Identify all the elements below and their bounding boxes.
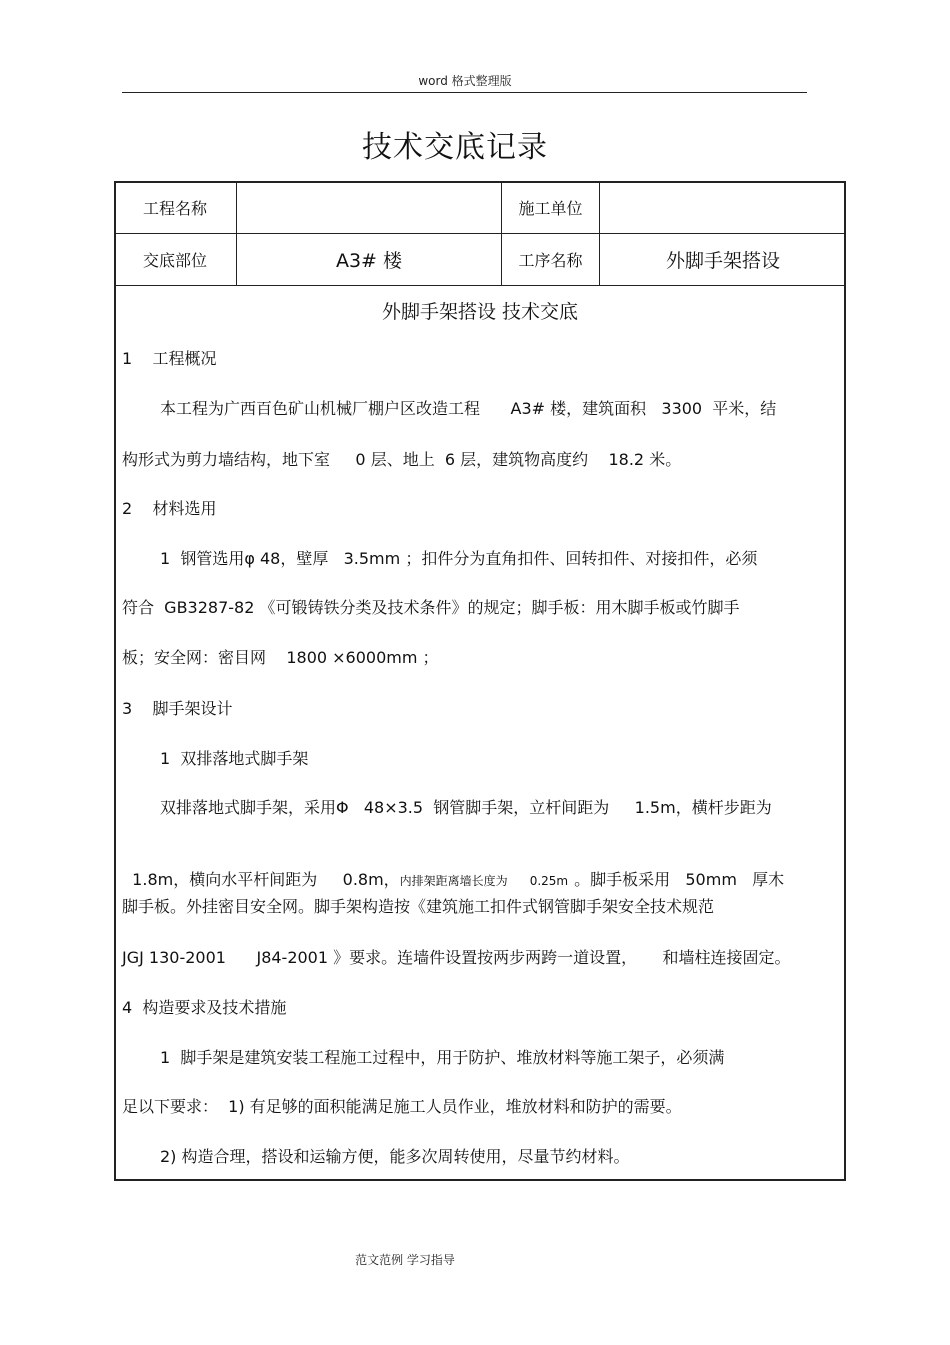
project-name-label: 工程名称 bbox=[142, 198, 207, 218]
table-row-divider bbox=[114, 285, 846, 286]
body-line: 本工程为广西百色矿山机械厂棚户区改造工程 A3# 楼，建筑面积 3300 平米，结 bbox=[160, 399, 777, 418]
body-line: 板；安全网：密目网 1800 ×6000mm ； bbox=[122, 648, 439, 667]
body-line: 脚手板。外挂密目安全网。脚手架构造按《建筑施工扣件式钢管脚手架安全技术规范 bbox=[122, 897, 715, 916]
process-name-label: 工序名称 bbox=[518, 250, 583, 270]
construction-unit-value bbox=[600, 181, 846, 233]
process-name-value: 外脚手架搭设 bbox=[665, 249, 780, 272]
body-text-small: 0.25m bbox=[529, 874, 569, 888]
subheading-double-row: 1 双排落地式脚手架 bbox=[160, 749, 309, 768]
section-title: 外脚手架搭设 技术交底 bbox=[381, 301, 579, 323]
body-line: 足以下要求： 1) 有足够的面积能满足施工人员作业，堆放材料和防护的需要。 bbox=[122, 1097, 682, 1116]
body-line: 2) 构造合理，搭设和运输方便，能多次周转使用，尽量节约材料。 bbox=[160, 1147, 630, 1166]
heading-scaffold-design: 3 脚手架设计 bbox=[122, 699, 233, 718]
body-line: 构形式为剪力墙结构，地下室 0 层、地上 6 层，建筑物高度约 18.2 米。 bbox=[122, 450, 682, 469]
heading-construction-requirements: 4 构造要求及技术措施 bbox=[122, 998, 287, 1017]
page-header: word 格式整理版 bbox=[418, 74, 512, 88]
body-line: 1 脚手架是建筑安装工程施工过程中，用于防护、堆放材料等施工架子，必须满 bbox=[160, 1048, 725, 1067]
body-line: 符合 GB3287-82 《可锻铸铁分类及技术条件》的规定；脚手板：用木脚手板或竹脚手 bbox=[122, 598, 740, 617]
body-text: 1.8m，横向水平杆间距为 0.8m， bbox=[132, 870, 400, 889]
body-line: JGJ 130-2001 J84-2001 》要求。连墙件设置按两步两跨一道设置， 和墙柱连接固定。 bbox=[122, 948, 791, 967]
heading-project-overview: 1 工程概况 bbox=[122, 349, 217, 368]
body-line bbox=[122, 847, 784, 892]
handover-part-value: A3# 楼 bbox=[335, 249, 403, 272]
body-text-small: 内排架距离墙长度为 bbox=[399, 874, 508, 888]
body-line: 1 钢管选用φ 48，壁厚 3.5mm ；扣件分为直角扣件、回转扣件、对接扣件，必须 bbox=[160, 549, 758, 568]
handover-part-label: 交底部位 bbox=[142, 250, 207, 270]
body-text: 。脚手板采用 50mm 厚木 bbox=[574, 870, 785, 889]
document-title: 技术交底记录 bbox=[362, 130, 548, 165]
heading-materials: 2 材料选用 bbox=[122, 499, 217, 518]
page-footer: 范文范例 学习指导 bbox=[355, 1253, 455, 1267]
project-name-value bbox=[237, 181, 501, 233]
construction-unit-label: 施工单位 bbox=[518, 198, 583, 218]
record-table bbox=[114, 181, 846, 1181]
body-line: 双排落地式脚手架，采用Φ 48×3.5 钢管脚手架，立杆间距为 1.5m，横杆步距为 bbox=[160, 798, 772, 817]
header-rule bbox=[122, 92, 807, 93]
